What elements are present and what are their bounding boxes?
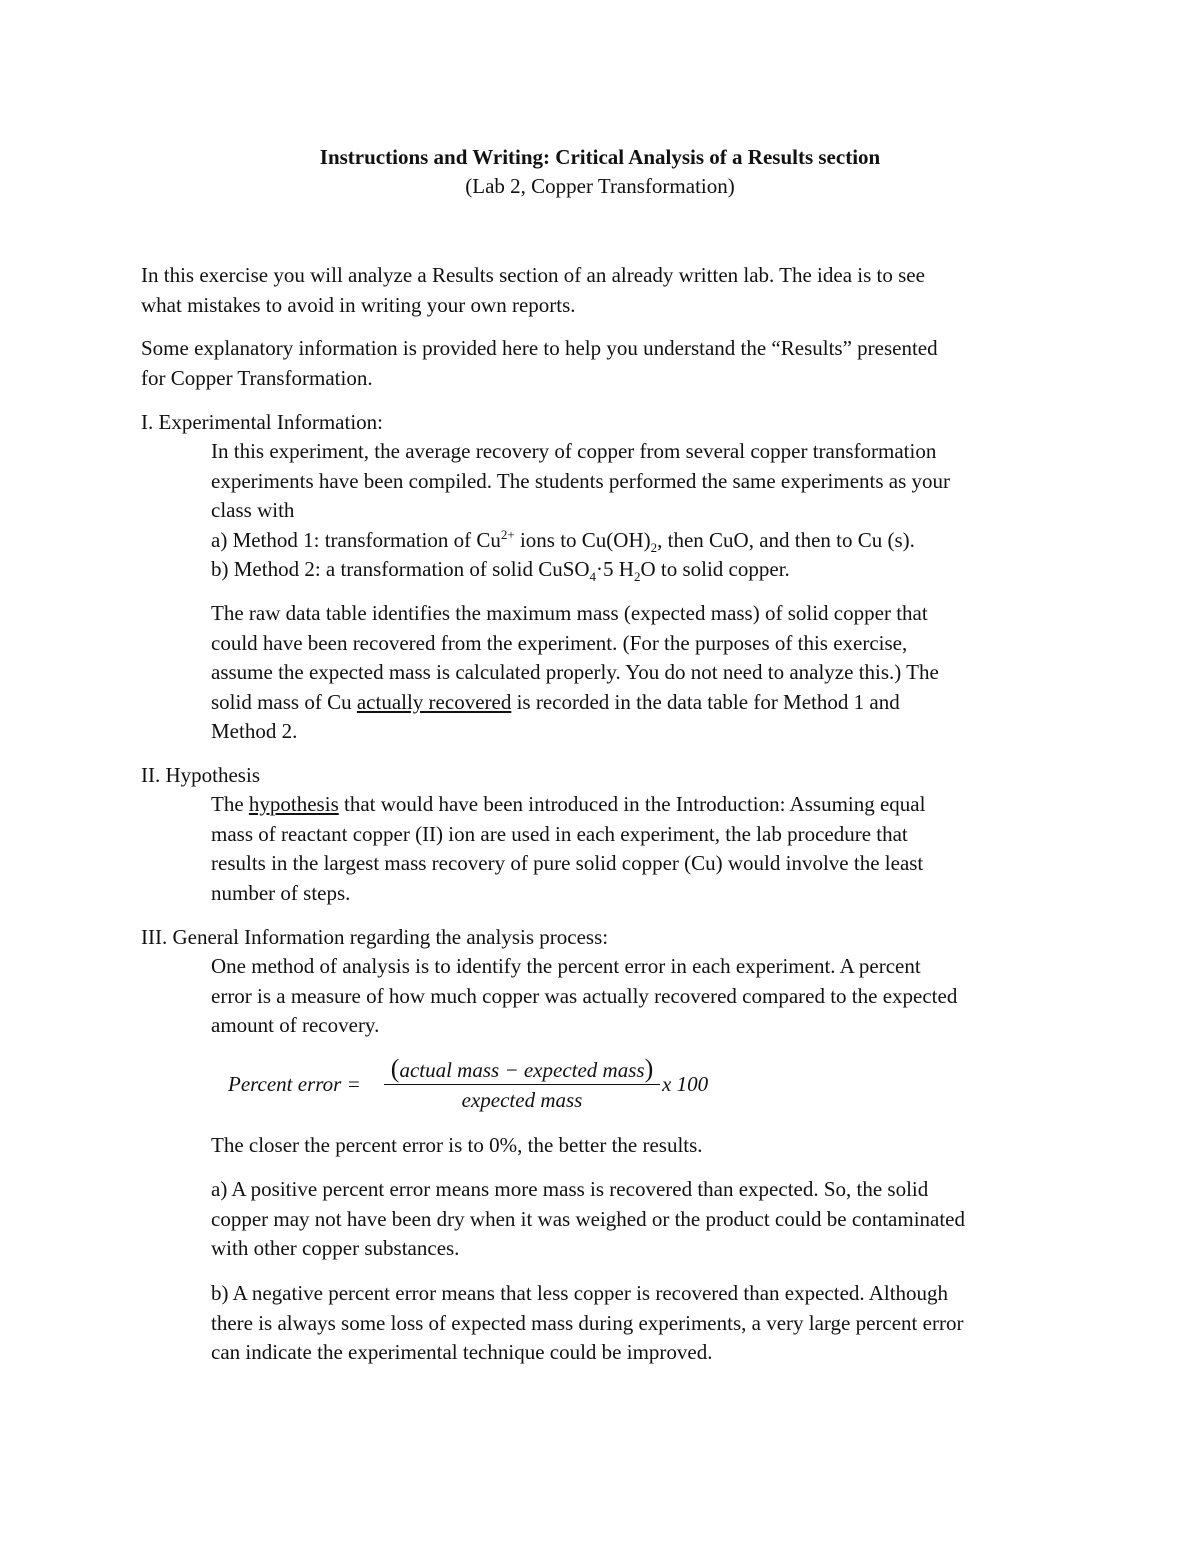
section-3-heading xyxy=(141,923,1081,953)
closer-paragraph xyxy=(211,1131,1081,1161)
intro-paragraph-2 xyxy=(141,334,1081,393)
text-line: error is a measure of how much copper was actually recovered compared to the expected xyxy=(211,983,958,1008)
subscript: 4 xyxy=(589,569,597,585)
text-line: a) A positive percent error means more mass is recovered than expected. So, the solid xyxy=(211,1177,929,1201)
text-fragment: The xyxy=(211,792,249,816)
formula-numerator: actual mass − expected mass xyxy=(399,1058,645,1082)
percent-error-formula xyxy=(228,1054,748,1118)
document-title: Instructions and Writing: Critical Analysis of a Results section xyxy=(319,145,881,169)
underlined-text: actually recovered xyxy=(356,689,512,714)
text-fragment: , then CuO, and then to Cu (s). xyxy=(657,527,915,552)
text-fragment: ·5 H xyxy=(596,557,634,581)
subscript: 2 xyxy=(633,569,641,585)
text-line: mass of reactant copper (II) ion are used in each experiment, the lab procedure that xyxy=(211,821,908,846)
document-subtitle: (Lab 2, Copper Transformation) xyxy=(465,174,735,198)
text-line: amount of recovery. xyxy=(211,1013,380,1037)
method-1-line xyxy=(211,526,1081,556)
text-fragment: ions to Cu(OH) xyxy=(514,527,651,552)
text-line: what mistakes to avoid in writing your own reports. xyxy=(141,292,576,317)
text-line xyxy=(211,790,1081,820)
text-line: can indicate the experimental technique could be improved. xyxy=(211,1340,713,1364)
formula-denominator: expected mass xyxy=(461,1088,583,1112)
formula-lhs: Percent error = xyxy=(228,1072,361,1096)
text-line: assume the expected mass is calculated properly. You do not need to analyze this.) The xyxy=(211,660,939,684)
method-2-line xyxy=(211,555,1081,585)
section-1-paragraph xyxy=(211,599,1081,747)
positive-error-paragraph xyxy=(211,1175,1081,1264)
text-fragment: that would have been introduced in the Introduction: Assuming equal xyxy=(338,792,926,816)
underlined-text: hypothesis xyxy=(248,792,339,816)
text-line: In this exercise you will analyze a Results section of an already written lab. The idea is to see xyxy=(141,263,925,287)
text-fragment: O to solid copper. xyxy=(640,557,790,581)
text-fragment: is recorded in the data table for Method 1 and xyxy=(511,689,900,714)
section-2-heading xyxy=(141,761,1081,791)
text-line: Method 2. xyxy=(211,719,298,743)
section-heading: I. Experimental Information: xyxy=(141,410,384,434)
open-paren: ( xyxy=(390,1054,400,1083)
text-line: One method of analysis is to identify the percent error in each experiment. A percent xyxy=(211,954,921,978)
text-line: could have been recovered from the experiment. (For the purposes of this exercise, xyxy=(211,630,908,655)
text-line: The closer the percent error is to 0%, the better the results. xyxy=(211,1133,703,1157)
section-1-body xyxy=(211,437,1081,585)
section-1-heading xyxy=(141,408,1081,438)
text-line: for Copper Transformation. xyxy=(141,365,373,390)
text-line: Some explanatory information is provided here to help you understand the “Results” presented xyxy=(141,336,938,360)
section-heading: II. Hypothesis xyxy=(141,763,260,787)
section-2-body xyxy=(211,790,1081,908)
text-line: b) A negative percent error means that less copper is recovered than expected. Although xyxy=(211,1281,949,1305)
text-line: there is always some loss of expected mass during experiments, a very large percent error xyxy=(211,1310,964,1335)
subscript: 2 xyxy=(650,539,658,555)
text-fragment: a) Method 1: transformation of Cu xyxy=(211,527,501,552)
text-line: The raw data table identifies the maximum mass (expected mass) of solid copper that xyxy=(211,601,928,625)
text-line: copper may not have been dry when it was weighed or the product could be contaminated xyxy=(211,1206,966,1231)
text-line: results in the largest mass recovery of pure solid copper (Cu) would involve the least xyxy=(211,851,924,875)
superscript: 2+ xyxy=(500,526,515,542)
formula-fraction xyxy=(384,1054,660,1113)
text-line: In this experiment, the average recovery of copper from several copper transformation xyxy=(211,439,937,463)
formula-rhs: x 100 xyxy=(662,1072,709,1096)
text-fragment: solid mass of Cu xyxy=(211,689,357,714)
section-3-body xyxy=(211,952,1081,1041)
formula-numerator-row xyxy=(384,1054,660,1084)
text-line: number of steps. xyxy=(211,880,351,905)
text-line: experiments have been compiled. The students performed the same experiments as your xyxy=(211,468,951,493)
text-line xyxy=(211,688,1081,718)
intro-paragraph-1 xyxy=(141,261,1081,320)
section-heading: III. General Information regarding the analysis process: xyxy=(141,925,609,949)
text-line: with other copper substances. xyxy=(211,1236,460,1260)
close-paren: ) xyxy=(644,1054,654,1083)
text-line: class with xyxy=(211,498,295,522)
text-fragment: b) Method 2: a transformation of solid CuSO xyxy=(211,557,590,581)
negative-error-paragraph xyxy=(211,1279,1081,1368)
